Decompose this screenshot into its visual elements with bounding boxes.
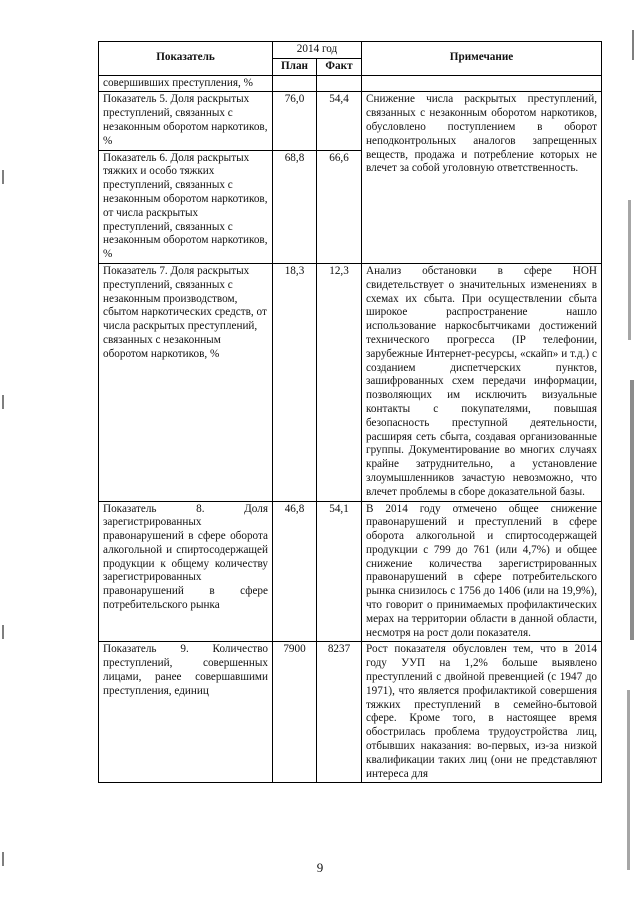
fact-cell: 8237 (317, 642, 362, 783)
note-cell: Рост показателя обусловлен тем, что в 2014 году УУП на 1,2% больше выявлено преступлений с двойной превенцией (с 1947 до 1971), что является профилактикой совершения тяжких преступлений в семейно-бытовой сфере. Кроме того, в настоящее время обострилась проблема трудоустройства лиц, отбывших наказания: во-первых, из-за низкой квалификации таких лиц (они не представляют интереса для (362, 642, 602, 783)
header-fact: Факт (317, 58, 362, 75)
table-row (99, 92, 602, 150)
scan-edge-mark (2, 625, 4, 639)
page-number: 9 (316, 860, 324, 875)
plan-cell: 18,3 (273, 263, 317, 501)
note-cell: В 2014 году отмечено общее снижение правонарушений и преступлений в сфере оборота алкогольной и спиртосодержащей продукции с 799 до 761 (или 4,7%) и общее снижение количества зарегистрированных правонарушений в сфере потребительского рынка снизилось с 1756 до 1406 (или на 19,9%), что говорит о принимаемых профилактических мерах на территории области в данной области, несмотря на рост доли показателя. (362, 501, 602, 642)
scan-edge-mark (630, 380, 634, 640)
indicator-cell: Показатель 7. Доля раскрытых преступлений, связанных с незаконным производством, сбытом наркотических средств, от числа раскрытых преступлений, связанных с незаконным оборотом наркотиков, % (99, 263, 273, 501)
header-year: 2014 год (273, 42, 362, 59)
fact-cell: 54,1 (317, 501, 362, 642)
indicator-cell: Показатель 9. Количество преступлений, совершенных лицами, ранее совершавшими преступления, единиц (99, 642, 273, 783)
plan-cell: 7900 (273, 642, 317, 783)
scan-edge-mark (2, 170, 4, 184)
scan-edge-mark (2, 395, 4, 409)
fact-cell: 12,3 (317, 263, 362, 501)
header-note: Примечание (362, 42, 602, 76)
indicator-cell: Показатель 8. Доля зарегистрированных правонарушений в сфере оборота алкогольной и спиртосодержащей продукции к общему количеству зарегистрированных правонарушений в сфере потребительского рынка (99, 501, 273, 642)
plan-cell: 68,8 (273, 150, 317, 263)
table-header-row-1 (99, 42, 602, 59)
plan-cell: 76,0 (273, 92, 317, 150)
scan-edge-mark (632, 30, 634, 60)
fact-cell: 54,4 (317, 92, 362, 150)
fact-cell: 66,6 (317, 150, 362, 263)
indicator-cell: Показатель 6. Доля раскрытых тяжких и особо тяжких преступлений, связанных с незаконным оборотом наркотиков, от числа раскрытых преступлений, связанных с незаконным оборотом наркотиков, % (99, 150, 273, 263)
note-cell: Анализ обстановки в сфере НОН свидетельствует о значительных изменениях в схемах их сбыта. При осуществлении сбыта широкое распространение нашло использование наркосбытчиками достижений технического прогресса (IP телефонии, зарубежные Интернет-ресурсы, «скайп» и т.д.) с созданием диспетчерских пунктов, зашифрованных схем передачи информации, позволяющих им исключить визуальные контакты с покупателями, повышая безопасность преступной деятельности, расширяя сеть сбыта, создавая организованные группы. Документирование во многих случаях крайне затруднительно, а установление злоумышленников зачастую невозможно, что влечет проблемы в сборе доказательной базы. (362, 263, 602, 501)
header-indicator: Показатель (99, 42, 273, 76)
table-row (99, 642, 602, 783)
header-plan: План (273, 58, 317, 75)
table-row (99, 263, 602, 501)
plan-cell (273, 75, 317, 92)
fact-cell (317, 75, 362, 92)
scan-edge-mark (627, 690, 630, 870)
table-row (99, 501, 602, 642)
scan-edge-mark (628, 200, 631, 340)
indicators-table (98, 41, 602, 783)
scan-edge-mark (2, 852, 4, 866)
table-row (99, 75, 602, 92)
indicator-cell: Показатель 5. Доля раскрытых преступлений, связанных с незаконным оборотом наркотиков, % (99, 92, 273, 150)
indicator-cell: совершивших преступления, % (99, 75, 273, 92)
note-cell: Снижение числа раскрытых преступлений, связанных с незаконным оборотом наркотиков, обусловлено поступлением в оборот неподконтрольных аналогов запрещенных веществ, продажа и потребление которых не влечет за собой уголовную ответственность. (362, 92, 602, 264)
plan-cell: 46,8 (273, 501, 317, 642)
note-cell (362, 75, 602, 92)
